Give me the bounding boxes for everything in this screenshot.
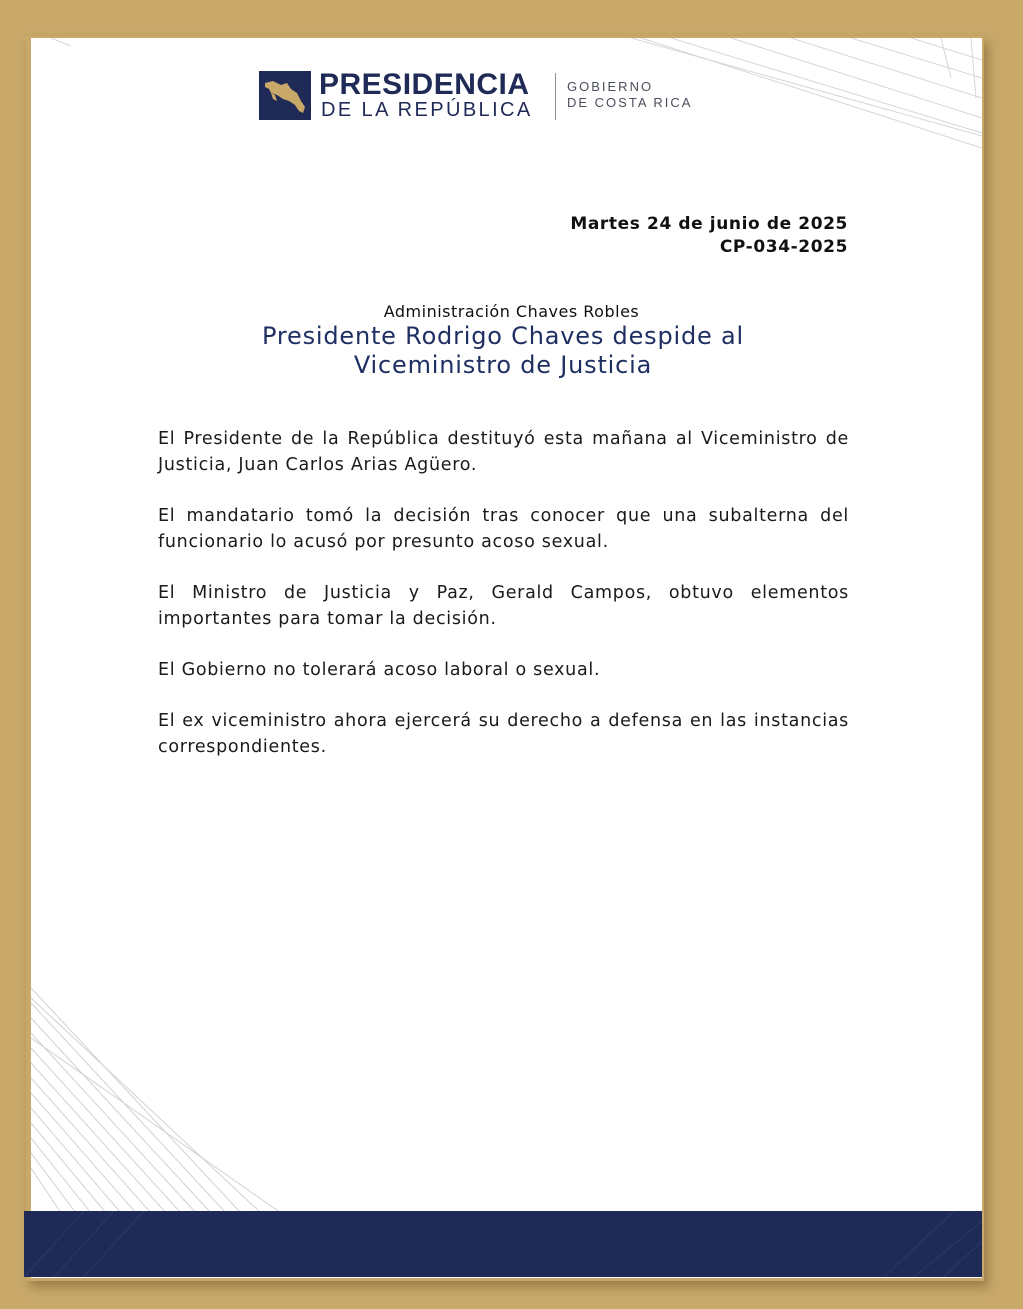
release-code: CP-034-2025 xyxy=(719,237,848,257)
footer-band xyxy=(24,1211,982,1277)
headline-line-1: Presidente Rodrigo Chaves despide al xyxy=(262,322,744,350)
date-block xyxy=(570,213,848,259)
release-date: Martes 24 de junio de 2025 xyxy=(570,214,848,234)
paragraph: El mandatario tomó la decisión tras conocer que una subalterna del funcionario lo acusó por presunto acoso sexual. xyxy=(158,506,849,552)
paragraph: El Ministro de Justicia y Paz, Gerald Campos, obtuvo elementos importantes para tomar la decisión. xyxy=(158,583,849,629)
page-title xyxy=(0,322,1006,380)
gov-line-1: GOBIERNO xyxy=(567,79,654,94)
release-body xyxy=(158,426,849,785)
administration-label: Administración Chaves Robles xyxy=(383,302,640,321)
costa-rica-map-icon xyxy=(259,71,311,120)
logo-divider xyxy=(555,73,556,120)
gov-line-2: DE COSTA RICA xyxy=(567,95,693,110)
government-label xyxy=(567,79,692,111)
logo-subtitle: DE LA REPÚBLICA xyxy=(321,99,533,121)
logo-title: PRESIDENCIA xyxy=(319,68,530,101)
paragraph: El Gobierno no tolerará acoso laboral o sexual. xyxy=(158,660,601,680)
footer-pattern xyxy=(24,1211,982,1277)
paragraph: El ex viceministro ahora ejercerá su derecho a defensa en las instancias correspondientes. xyxy=(158,711,849,757)
headline-line-2: Viceministro de Justicia xyxy=(353,351,653,379)
paragraph: El Presidente de la República destituyó esta mañana al Viceministro de Justicia, Juan Carlos Arias Agüero. xyxy=(158,429,849,475)
